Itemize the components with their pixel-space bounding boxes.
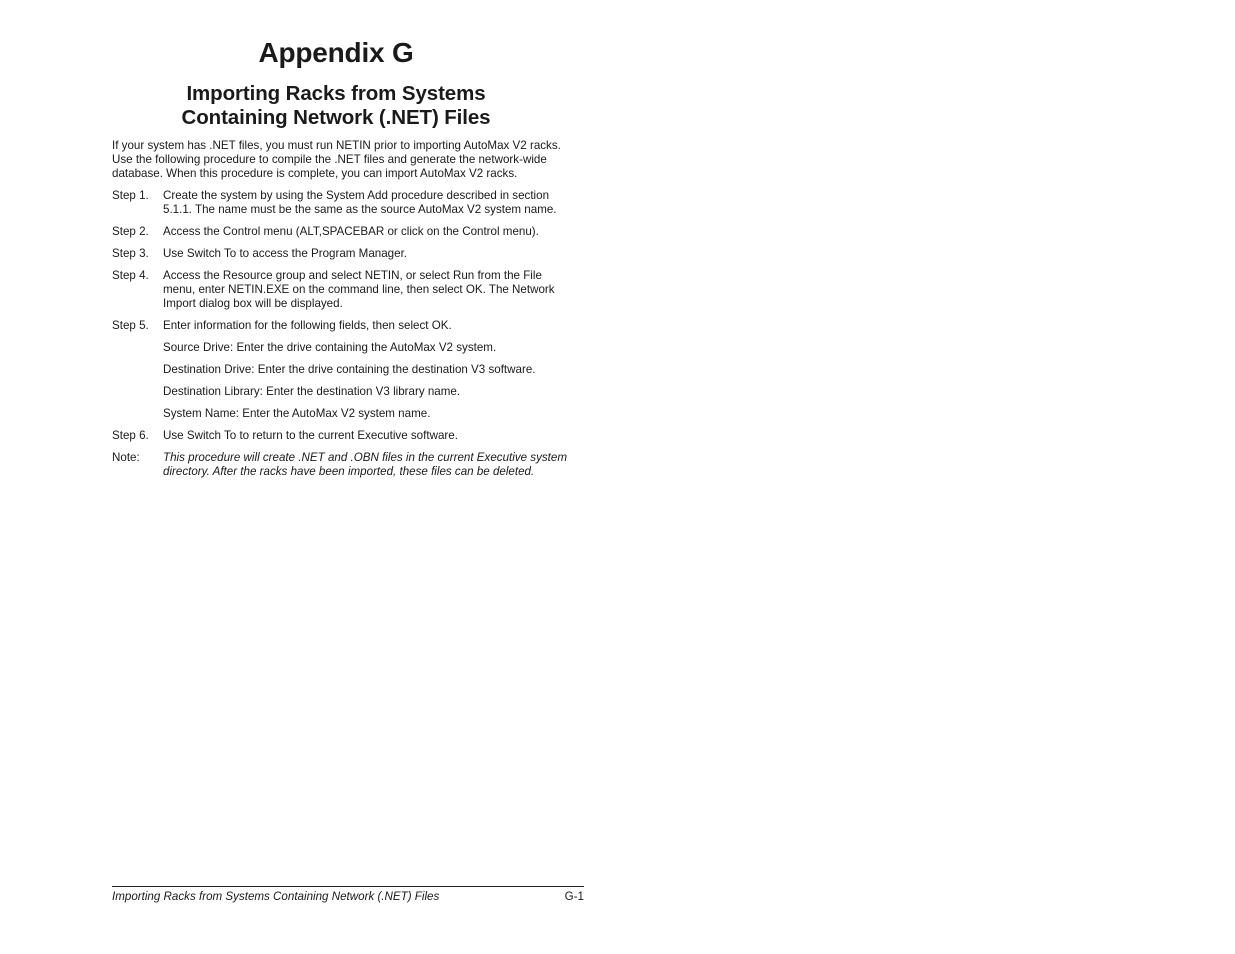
step-4 xyxy=(112,269,572,311)
step-3 xyxy=(112,247,572,261)
appendix-title: Appendix G xyxy=(258,37,414,68)
step-text: Use Switch To to access the Program Manager. xyxy=(163,247,408,260)
step-text: Access the Control menu (ALT,SPACEBAR or click on the Control menu). xyxy=(163,225,539,238)
field-system-name: System Name: Enter the AutoMax V2 system name. xyxy=(163,407,431,420)
field-source-drive: Source Drive: Enter the drive containing the AutoMax V2 system. xyxy=(163,341,497,354)
step-label: Step 4. xyxy=(112,269,149,282)
footer-divider xyxy=(112,886,584,887)
note xyxy=(112,451,572,479)
body-content xyxy=(112,139,572,487)
section-title-line-2: Containing Network (.NET) Files xyxy=(181,106,491,129)
document-page xyxy=(112,0,584,954)
step-6 xyxy=(112,429,572,443)
field-destination-drive: Destination Drive: Enter the drive containing the destination V3 software. xyxy=(163,363,536,376)
step-label: Step 1. xyxy=(112,189,149,202)
step-text: Enter information for the following fields, then select OK. xyxy=(163,319,452,332)
step-5 xyxy=(112,319,572,333)
section-title xyxy=(112,82,560,130)
step-label: Step 2. xyxy=(112,225,149,238)
step-label: Step 3. xyxy=(112,247,149,260)
step-1 xyxy=(112,189,572,217)
page-number: G-1 xyxy=(564,890,584,903)
step-2 xyxy=(112,225,572,239)
step-text: Access the Resource group and select NETIN, or select Run from the File menu, enter NETIN.EXE on the command line, then select OK. The Network Import dialog box will be displayed. xyxy=(163,269,555,310)
note-text: This procedure will create .NET and .OBN files in the current Executive system directory. After the racks have been imported, these files can be deleted. xyxy=(163,451,568,478)
field-destination-library: Destination Library: Enter the destination V3 library name. xyxy=(163,385,461,398)
note-label: Note: xyxy=(112,451,140,464)
step-text: Use Switch To to return to the current Executive software. xyxy=(163,429,458,442)
step-label: Step 5. xyxy=(112,319,149,332)
section-title-line-1: Importing Racks from Systems xyxy=(186,82,486,105)
step-label: Step 6. xyxy=(112,429,149,442)
step-text: Create the system by using the System Add procedure described in section 5.1.1. The name must be the same as the source AutoMax V2 system name. xyxy=(163,189,557,216)
intro-paragraph: If your system has .NET files, you must run NETIN prior to importing AutoMax V2 racks. Use the following procedure to compile the .NET files and generate the network-wide database. When this procedure is complete, you can import AutoMax V2 racks. xyxy=(112,139,561,180)
footer-title: Importing Racks from Systems Containing Network (.NET) Files xyxy=(112,890,440,903)
